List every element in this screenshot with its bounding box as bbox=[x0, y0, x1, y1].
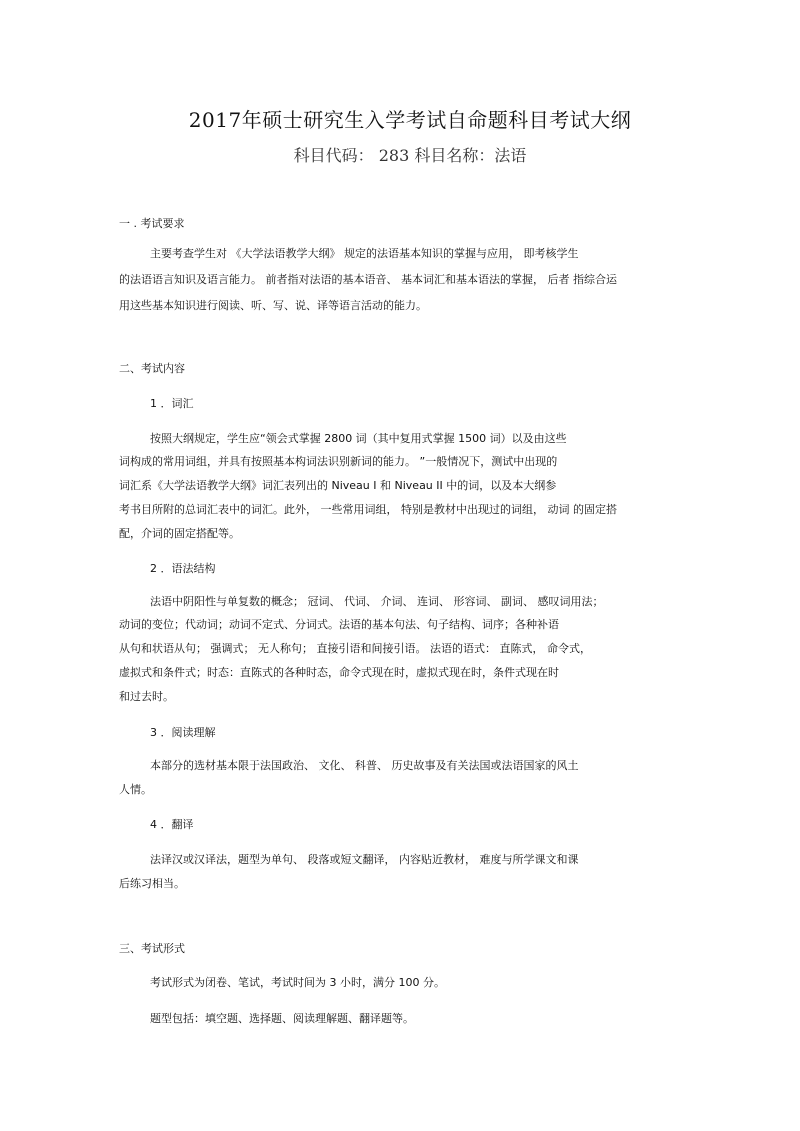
paragraph-line: 法译汉或汉译法，题型为单句、 段落或短文翻译， 内容贴近教材， 难度与所学课文和课 bbox=[150, 853, 579, 866]
paragraph-line: 从句和状语从句； 强调式； 无人称句； 直接引语和间接引语。 法语的语式： 直陈式， 命令式， bbox=[119, 642, 591, 655]
paragraph-line: 动词的变位；代动词；动词不定式、分词式。法语的基本句法、句子结构、词序；各种补语 bbox=[119, 618, 559, 631]
paragraph-line: 人情。 bbox=[119, 783, 152, 796]
paragraph-line: 后练习相当。 bbox=[119, 877, 185, 890]
paragraph-line: 法语中阴阳性与单复数的概念； 冠词、 代词、 介词、 连词、 形容词、 副词、 感叹词用法； bbox=[150, 595, 604, 608]
paragraph-line: 主要考查学生对 《大学法语教学大纲》 规定的法语基本知识的掌握与应用， 即考核学生 bbox=[150, 247, 579, 260]
paragraph-line: 虚拟式和条件式；时态：直陈式的各种时态，命令式现在时，虚拟式现在时，条件式现在时 bbox=[119, 666, 559, 679]
paragraph-line: 词构成的常用词组，并具有按照基本构词法识别新词的能力。 ”一般情况下，测试中出现的 bbox=[119, 455, 558, 468]
paragraph-line: 本部分的选材基本限于法国政治、 文化、 科普、 历史故事及有关法国或法语国家的风土 bbox=[150, 759, 579, 772]
section-heading-exam-content: 二、考试内容 bbox=[119, 362, 185, 375]
paragraph-line: 和过去时。 bbox=[119, 690, 174, 703]
section-heading-exam-format: 三、考试形式 bbox=[119, 942, 185, 955]
subsection-heading-translation: 4 ．翻译 bbox=[150, 818, 194, 831]
subsection-heading-vocabulary: 1 ．词汇 bbox=[150, 397, 194, 410]
paragraph-line: 题型包括：填空题、选择题、阅读理解题、翻译题等。 bbox=[150, 1012, 414, 1025]
paragraph-line: 用这些基本知识进行阅读、听、写、说、译等语言活动的能力。 bbox=[119, 299, 427, 312]
paragraph-line: 考书目所附的总词汇表中的词汇。此外， 一些常用词组， 特别是教材中出现过的词组， 动词 的固定搭 bbox=[119, 503, 617, 516]
section-heading-exam-requirements: 一 . 考试要求 bbox=[119, 217, 185, 230]
subject-code-line: 科目代码： 283 科目名称：法语 bbox=[293, 146, 527, 165]
page-title: 2017年硕士研究生入学考试自命题科目考试大纲 bbox=[188, 108, 632, 132]
paragraph-line: 词汇系《大学法语教学大纲》词汇表列出的 Niveau I 和 Niveau II 中的词，以及本大纲参 bbox=[119, 479, 557, 492]
paragraph-line: 考试形式为闭卷、笔试，考试时间为 3 小时，满分 100 分。 bbox=[150, 976, 445, 989]
subsection-heading-reading: 3 ．阅读理解 bbox=[150, 726, 216, 739]
subsection-heading-grammar: 2 ．语法结构 bbox=[150, 562, 216, 575]
paragraph-line: 的法语语言知识及语言能力。 前者指对法语的基本语音、 基本词汇和基本语法的掌握， 后者 指综合运 bbox=[119, 273, 617, 286]
paragraph-line: 按照大纲规定，学生应“领会式掌握 2800 词（其中复用式掌握 1500 词）以及由这些 bbox=[150, 432, 567, 445]
paragraph-line: 配，介词的固定搭配等。 bbox=[119, 527, 240, 540]
